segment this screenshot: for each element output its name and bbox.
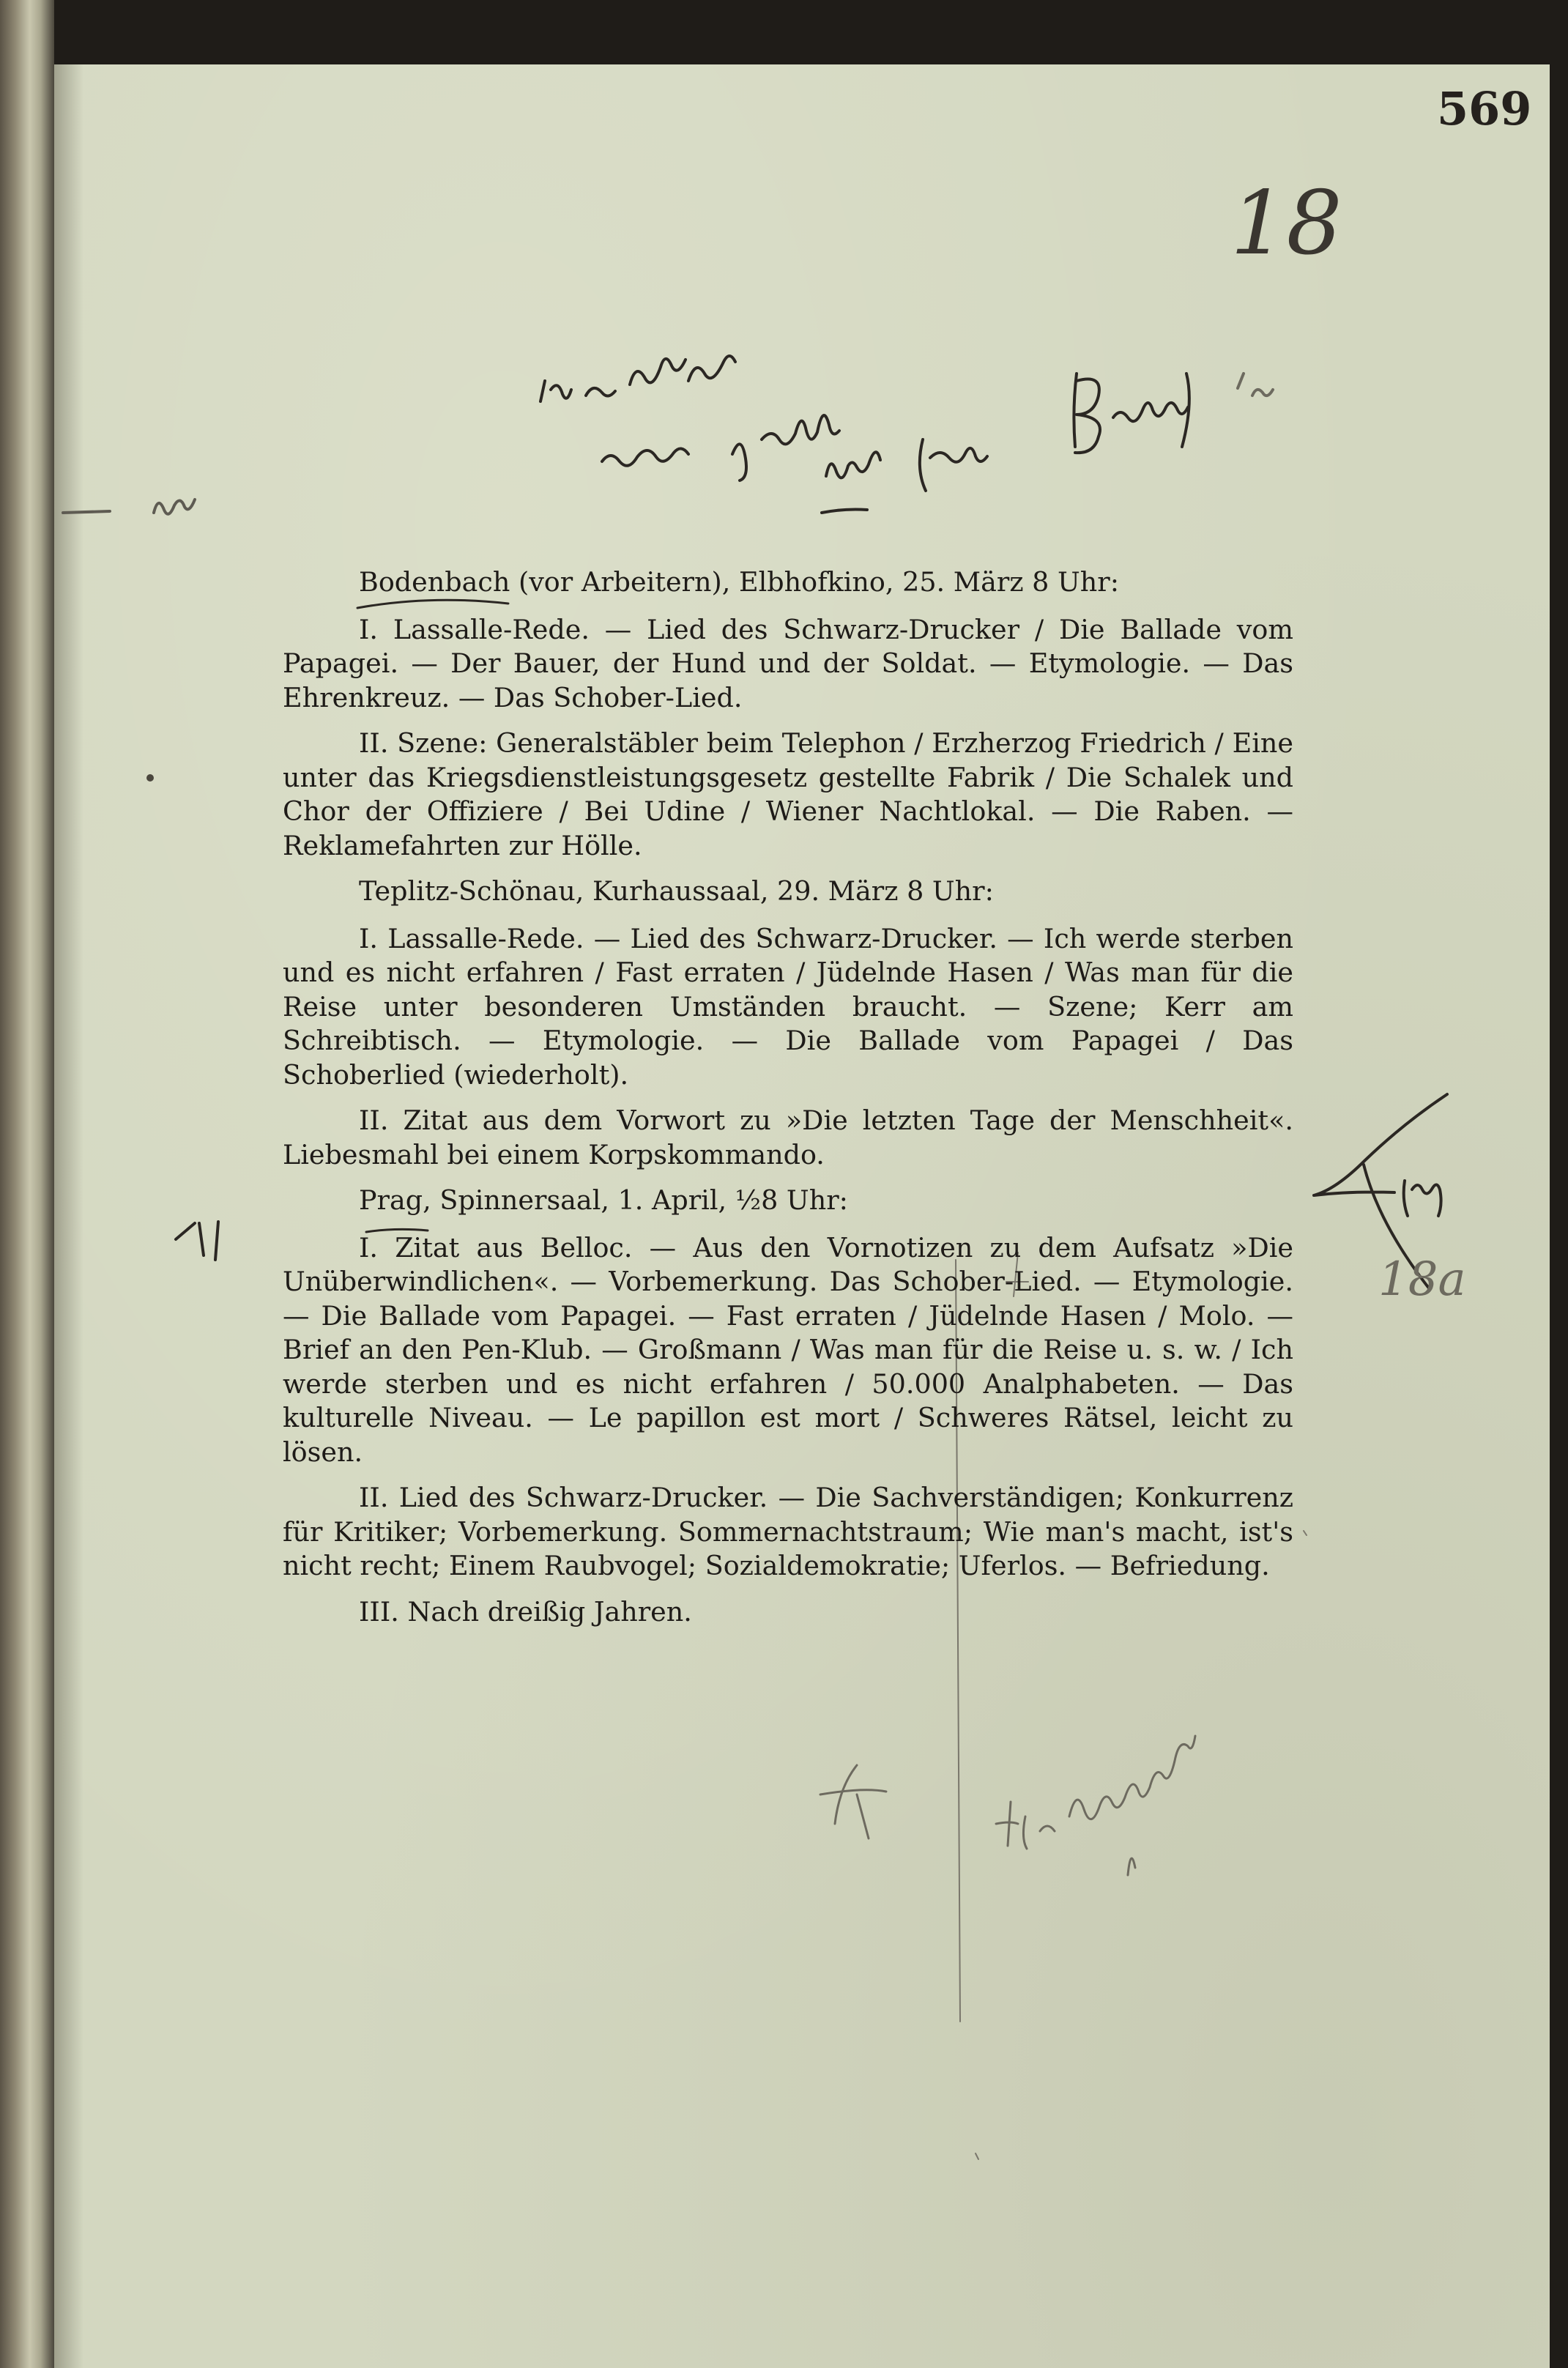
program-paragraph: II. Lied des Schwarz-Drucker. — Die Sachverständigen; Konkurrenz für Kritiker; Vorbemerkung. Sommernachtstraum; Wie man's macht, ist's nicht recht; Einem Raubvogel; Sozialdemokratie; Uferlos. — Befriedung. xyxy=(283,1482,1293,1581)
handwritten-page-number: 18 xyxy=(1230,173,1342,275)
program-paragraph: I. Lassalle-Rede. — Lied des Schwarz-Drucker. — Ich werde sterben und es nicht erfahren / Fast erraten / Jüdelnde Hasen / Was man für die Reise unter besonderen Umständen braucht. — Szene; Kerr am Schreibtisch. — Etymologie. — Die Ballade vom Papagei / Das Schoberlied (wiederholt). xyxy=(283,922,1293,1091)
program-paragraph: I. Zitat aus Belloc. — Aus den Vornotizen zu dem Aufsatz »Die Unüberwindlichen«. — Vorbemerkung. Das Schober-Lied. — Etymologie. — Die Ballade vom Papagei. — Fast erraten / Jüdelnde Hasen / Molo. — Brief an den Pen-Klub. — Großmann / Was man für die Reise u. s. w. / Ich werde sterben und es nicht erfahren / 50.000 Analphabeten. — Das kulturelle Niveau. — Le papillon est mort / Schweres Rätsel, leicht zu lösen. xyxy=(283,1231,1293,1468)
printed-program-text xyxy=(283,565,1293,1641)
handwritten-page-number-margin: 18a xyxy=(1378,1252,1466,1307)
section-prag xyxy=(283,1184,1293,1629)
program-paragraph: II. Szene: Generalstäbler beim Telephon / Erzherzog Friedrich / Eine unter das Kriegsdienstleistungsgesetz gestellte Fabrik / Die Schalek und Chor der Offiziere / Bei Udine / Wiener Nachtlokal. — Die Raben. — Reklamefahrten zur Hölle. xyxy=(283,727,1293,861)
archive-page-number: 569 xyxy=(1437,82,1532,136)
section-heading: Teplitz-Schönau, Kurhaussaal, 29. März 8 Uhr: xyxy=(359,875,994,907)
section-heading: Prag, Spinnersaal, 1. April, ½8 Uhr: xyxy=(359,1184,848,1216)
section-heading: Bodenbach (vor Arbeitern), Elbhofkino, 25. März 8 Uhr: xyxy=(359,566,1120,598)
program-paragraph: III. Nach dreißig Jahren. xyxy=(359,1595,692,1627)
section-teplitz xyxy=(283,875,1293,1172)
section-bodenbach xyxy=(283,565,1293,863)
program-paragraph: II. Zitat aus dem Vorwort zu »Die letzten Tage der Menschheit«. Liebesmahl bei einem Korpskommando. xyxy=(283,1105,1293,1170)
program-paragraph: I. Lassalle-Rede. — Lied des Schwarz-Drucker / Die Ballade vom Papagei. — Der Bauer, der Hund und der Soldat. — Etymologie. — Das Ehrenkreuz. — Das Schober-Lied. xyxy=(283,613,1293,713)
